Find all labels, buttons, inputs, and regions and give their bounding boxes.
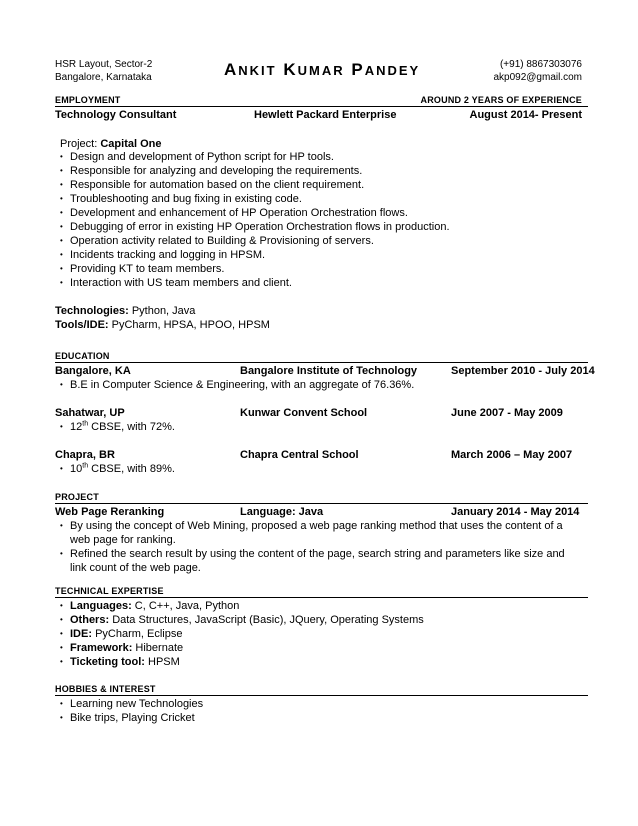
job-company: Hewlett Packard Enterprise: [254, 109, 397, 121]
employment-divider: [55, 106, 588, 107]
project-bullet-list: [57, 519, 577, 575]
list-item: • Responsible for analyzing and developing the requirements.: [57, 164, 450, 178]
hobbies-list: [57, 697, 203, 725]
list-item: • Refined the search result by using the content of the page, search string and parameters like size and link count of the web page.: [57, 547, 577, 575]
list-item: • 10th CBSE, with 89%.: [57, 462, 175, 476]
edu-detail-list: [57, 462, 175, 476]
project-title: Web Page Reranking: [55, 506, 165, 518]
education-divider: [55, 362, 588, 363]
project-label: Project:: [60, 138, 98, 150]
hobbies-section-title: HOBBIES & INTEREST: [55, 684, 156, 694]
hobbies-divider: [55, 695, 588, 696]
job-role: Technology Consultant: [55, 109, 177, 121]
edu-dates: March 2006 – May 2007: [451, 449, 573, 461]
list-item: • 12th CBSE, with 72%.: [57, 420, 175, 434]
technologies-line: [55, 304, 195, 318]
list-item: • Bike trips, Playing Cricket: [57, 711, 203, 725]
edu-dates: June 2007 - May 2009: [451, 407, 563, 419]
phone-number: (+91) 8867303076: [499, 59, 582, 70]
list-item: • Others: Data Structures, JavaScript (Basic), JQuery, Operating Systems: [57, 613, 424, 627]
address-line-1: HSR Layout, Sector-2: [55, 59, 153, 70]
project-language: Language: Java: [240, 506, 324, 518]
edu-place: Bangalore, KA: [55, 365, 131, 377]
edu-school: Kunwar Convent School: [240, 407, 368, 419]
tools-line: [55, 318, 270, 332]
list-item: • Learning new Technologies: [57, 697, 203, 711]
email-address: akp092@gmail.com: [493, 72, 582, 83]
list-item: • Languages: C, C++, Java, Python: [57, 599, 424, 613]
list-item: • Framework: Hibernate: [57, 641, 424, 655]
project-line: [60, 137, 161, 151]
name-last: PANDEY: [351, 60, 421, 79]
edu-school: Chapra Central School: [240, 449, 359, 461]
employment-bullet-list: [57, 150, 450, 290]
edu-place: Chapra, BR: [55, 449, 115, 461]
name-middle: KUMAR: [283, 60, 345, 79]
list-item: • B.E in Computer Science & Engineering, with an aggregate of 76.36%.: [57, 378, 414, 392]
technical-list: [57, 599, 424, 669]
edu-dates: September 2010 - July 2014: [451, 365, 595, 377]
list-item: • Providing KT to team members.: [57, 262, 450, 276]
list-item: • Incidents tracking and logging in HPSM.: [57, 248, 450, 262]
technical-divider: [55, 597, 588, 598]
project-divider: [55, 503, 588, 504]
edu-place: Sahatwar, UP: [55, 407, 125, 419]
technical-section-title: TECHNICAL EXPERTISE: [55, 586, 164, 596]
project-section-title: PROJECT: [55, 492, 99, 502]
edu-detail-list: [57, 378, 414, 392]
technologies-value: Python, Java: [131, 305, 196, 317]
edu-detail-list: [57, 420, 175, 434]
project-name: Capital One: [100, 138, 162, 150]
list-item: • Debugging of error in existing HP Operation Orchestration flows in production.: [57, 220, 450, 234]
list-item: • Operation activity related to Building & Provisioning of servers.: [57, 234, 450, 248]
tools-value: PyCharm, HPSA, HPOO, HPSM: [111, 319, 270, 331]
employment-section-title: EMPLOYMENT: [55, 95, 121, 105]
name-first: ANKIT: [224, 60, 277, 79]
list-item: • Responsible for automation based on the client requirement.: [57, 178, 450, 192]
experience-summary: AROUND 2 YEARS OF EXPERIENCE: [420, 95, 582, 105]
tools-label: Tools/IDE:: [55, 319, 109, 331]
list-item: • Design and development of Python script for HP tools.: [57, 150, 450, 164]
technologies-label: Technologies:: [55, 305, 129, 317]
list-item: • IDE: PyCharm, Eclipse: [57, 627, 424, 641]
job-dates: August 2014- Present: [469, 109, 582, 121]
candidate-name: [224, 60, 420, 80]
address-line-2: Bangalore, Karnataka: [55, 72, 152, 83]
list-item: • Development and enhancement of HP Operation Orchestration flows.: [57, 206, 450, 220]
list-item: • By using the concept of Web Mining, proposed a web page ranking method that uses the content of a web page for ranking.: [57, 519, 577, 547]
list-item: • Troubleshooting and bug fixing in existing code.: [57, 192, 450, 206]
project-dates: January 2014 - May 2014: [451, 506, 580, 518]
education-section-title: EDUCATION: [55, 351, 110, 361]
list-item: • Interaction with US team members and client.: [57, 276, 450, 290]
edu-school: Bangalore Institute of Technology: [240, 365, 418, 377]
list-item: • Ticketing tool: HPSM: [57, 655, 424, 669]
